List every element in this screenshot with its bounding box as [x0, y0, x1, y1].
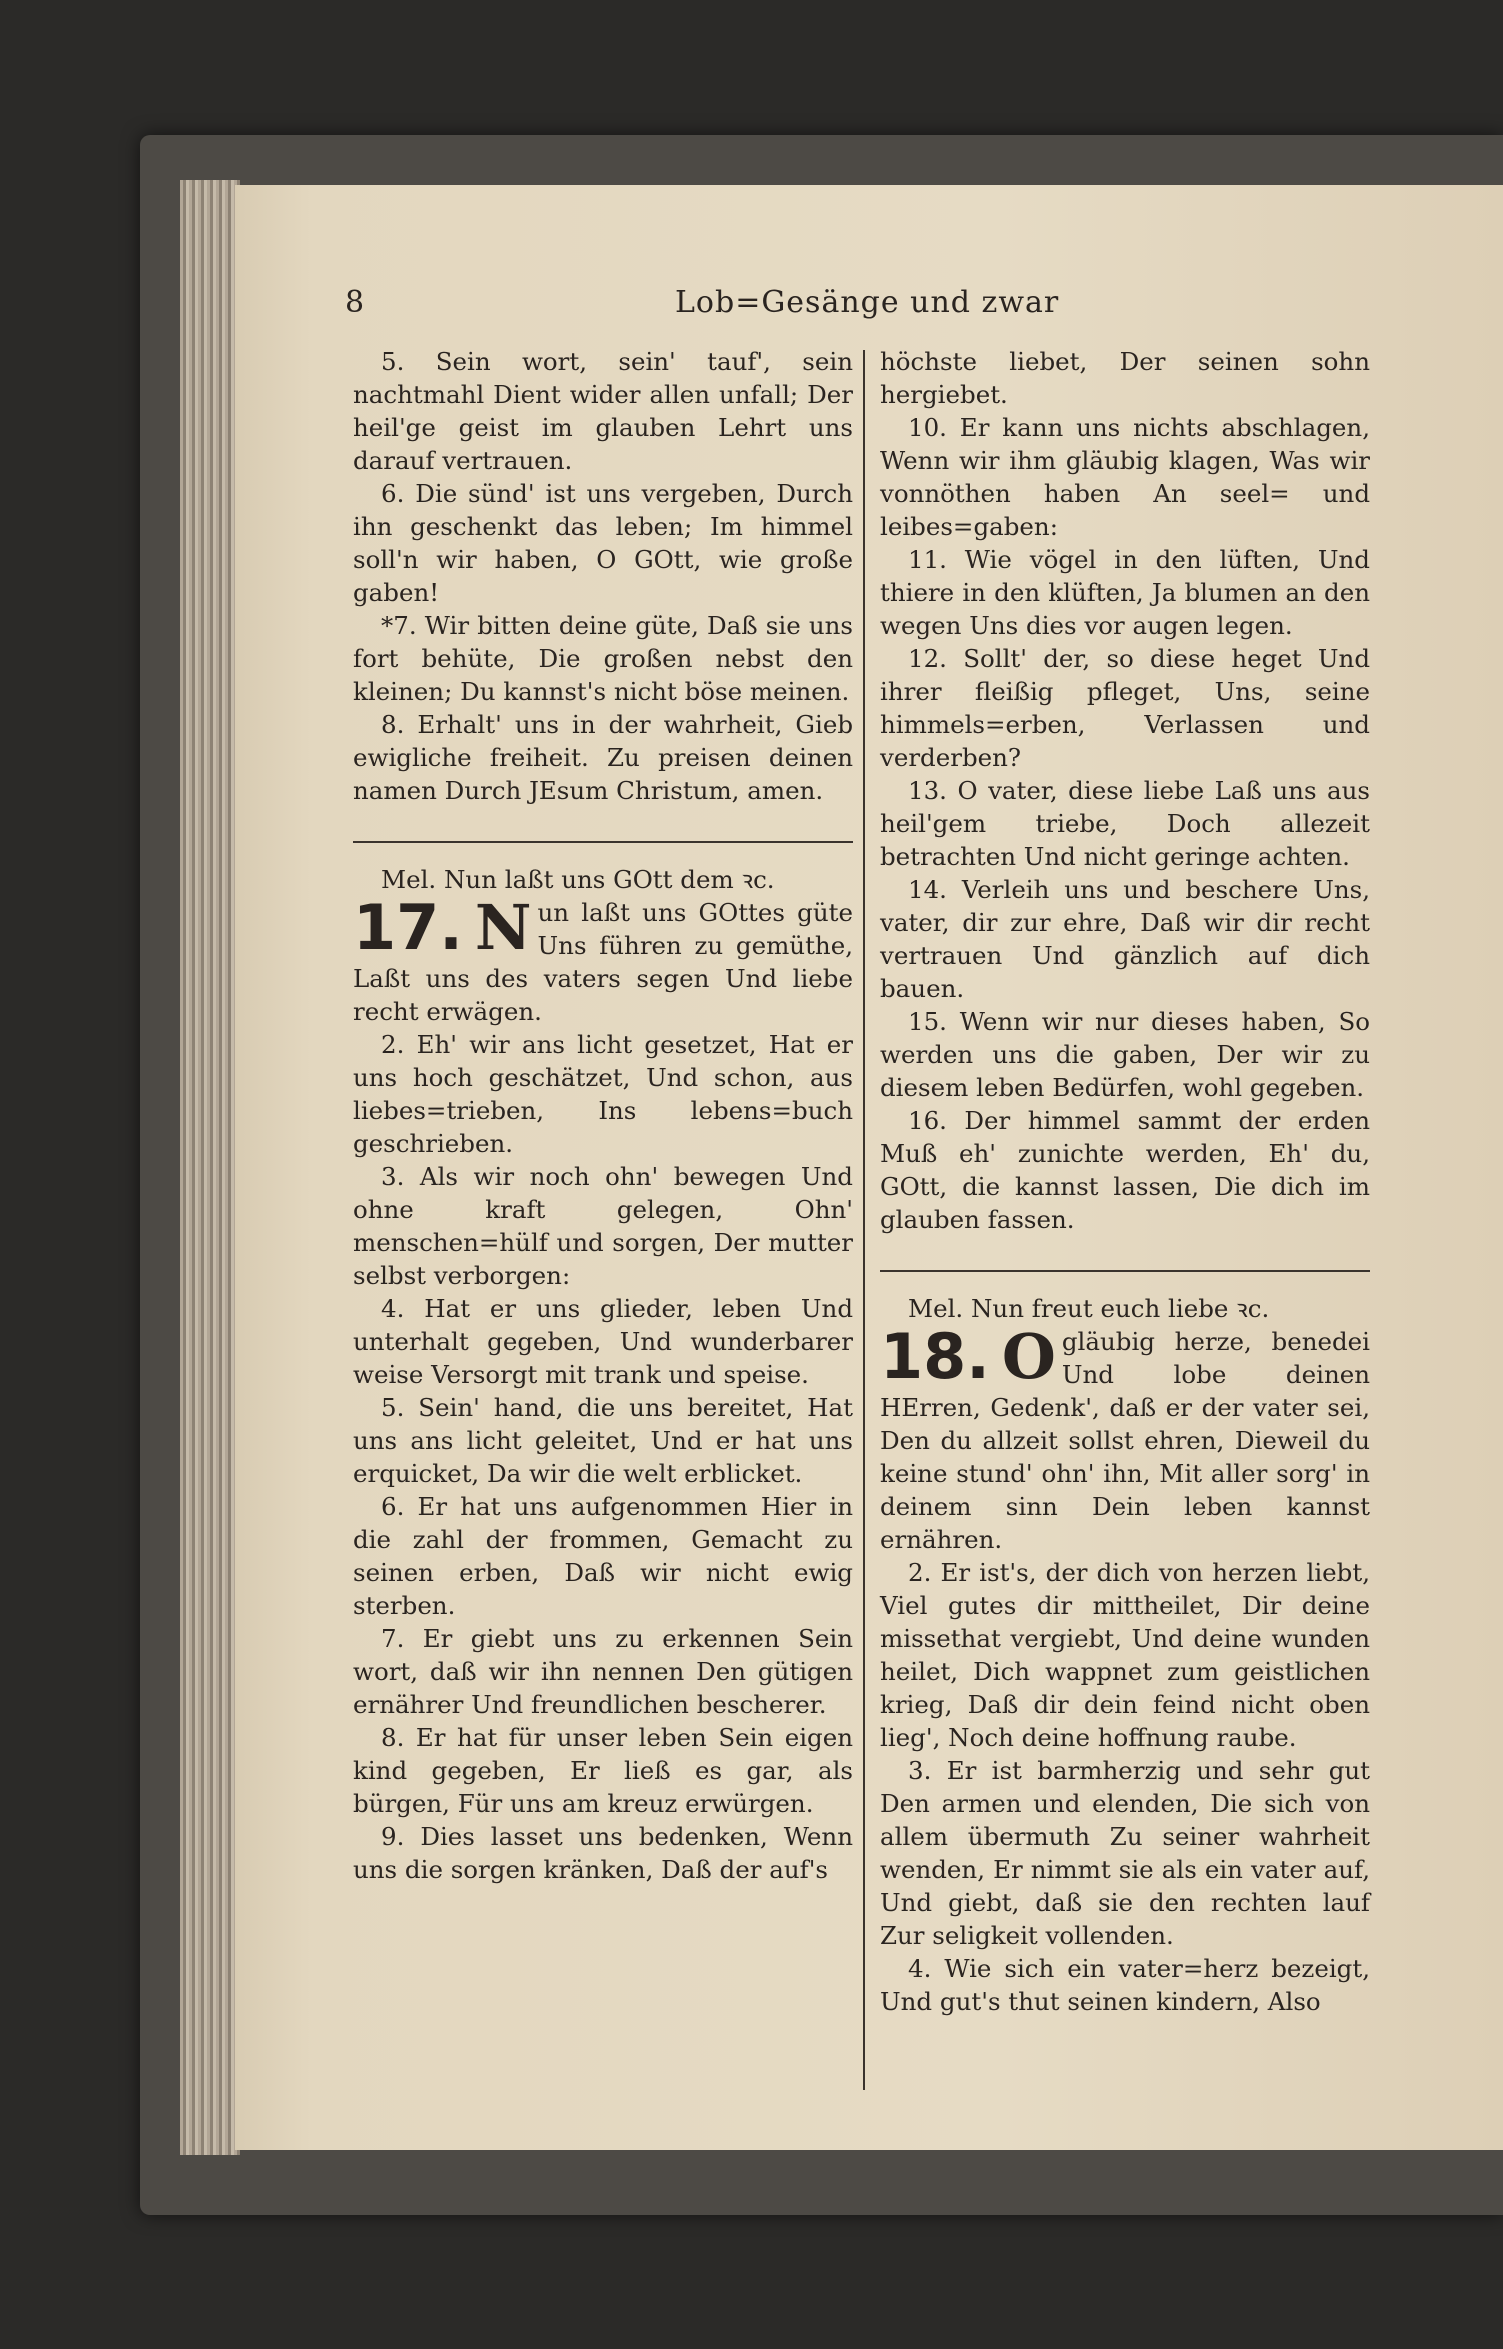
verse: 3. Als wir noch ohn' bewegen Und ohne kraft gelegen, Ohn' menschen=hülf und sorgen, Der mutter selbst verborgen:	[353, 1162, 853, 1290]
right-column	[880, 345, 1370, 2018]
verse: 2. Eh' wir ans licht gesetzet, Hat er uns hoch geschätzet, Und schon, aus liebes=trieben, Ins lebens=buch geschrieben.	[353, 1030, 853, 1158]
verse: 3. Er ist barmherzig und sehr gut Den armen und elenden, Die sich von allem übermuth Zu seiner wahrheit wenden, Er nimmt sie als ein vater auf, Und giebt, daß sie den rechten lauf Zur seligkeit vollenden.	[880, 1756, 1370, 1950]
hymn-18-opening	[880, 1320, 1370, 1556]
verse: 12. Sollt' der, so diese heget Und ihrer fleißig pfleget, Uns, seine himmels=erben, Verlassen und verderben?	[880, 644, 1370, 772]
verse: 13. O vater, diese liebe Laß uns aus heil'gem triebe, Doch allezeit betrachten Und nicht geringe achten.	[880, 776, 1370, 871]
verse: 4. Hat er uns glieder, leben Und unterhalt gegeben, Und wunderbarer weise Versorgt mit trank und speise.	[353, 1294, 853, 1389]
hymn-first-verse: gläubig herze, benedei Und lobe deinen HErren, Gedenk', daß er der vater sei, Den du allzeit sollst ehren, Dieweil du keine stund' ohn' ihn, Mit aller sorg' in deinem sinn Dein leben kannst ernähren.	[880, 1327, 1370, 1554]
drop-initial: O	[1001, 1320, 1056, 1393]
page-header	[345, 285, 1463, 331]
marbled-page-edge	[180, 180, 240, 2155]
hymn-number: 18.	[880, 1320, 990, 1393]
verse: 15. Wenn wir nur dieses haben, So werden uns die gaben, Der wir zu diesem leben Bedürfen, wohl gegeben.	[880, 1007, 1370, 1102]
hymn-17-opening	[353, 891, 853, 1028]
verse: 6. Die sünd' ist uns vergeben, Durch ihn geschenkt das leben; Im himmel soll'n wir haben, O GOtt, wie große gaben!	[353, 479, 853, 607]
verse: 5. Sein wort, sein' tauf', sein nachtmahl Dient wider allen unfall; Der heil'ge geist im glauben Lehrt uns darauf vertrauen.	[353, 347, 853, 475]
running-title: Lob=Gesänge und zwar	[675, 285, 1060, 320]
verse-continuation: höchste liebet, Der seinen sohn hergiebet.	[880, 347, 1370, 409]
verse: 14. Verleih uns und beschere Uns, vater, dir zur ehre, Daß wir dir recht vertrauen Und gänzlich auf dich bauen.	[880, 875, 1370, 1003]
section-rule	[880, 1270, 1370, 1272]
hymn-first-verse: un laßt uns GOttes güte Uns führen zu gemüthe, Laßt uns des vaters segen Und liebe recht erwägen.	[353, 898, 853, 1026]
verse: 2. Er ist's, der dich von herzen liebt, Viel gutes dir mittheilet, Dir deine missethat vergiebt, Und deine wunden heilet, Dich wappnet zum geistlichen krieg, Daß dir dein feind nicht oben lieg', Noch deine hoffnung raube.	[880, 1558, 1370, 1752]
section-rule	[353, 841, 853, 843]
verse: 9. Dies lasset uns bedenken, Wenn uns die sorgen kränken, Daß der auf's	[353, 1822, 853, 1884]
verse: 5. Sein' hand, die uns bereitet, Hat uns ans licht geleitet, Und er hat uns erquicket, Da wir die welt erblicket.	[353, 1393, 853, 1488]
verse: 4. Wie sich ein vater=herz bezeigt, Und gut's thut seinen kindern, Also	[880, 1954, 1370, 2016]
column-divider	[863, 350, 865, 2090]
melody-line: Mel. Nun laßt uns GOtt dem ꝛc.	[381, 865, 775, 894]
verse: 11. Wie vögel in den lüften, Und thiere in den klüften, Ja blumen an den wegen Uns dies vor augen legen.	[880, 545, 1370, 640]
page-number: 8	[345, 285, 365, 320]
verse: 16. Der himmel sammt der erden Muß eh' zunichte werden, Eh' du, GOtt, die kannst lassen, Die dich im glauben fassen.	[880, 1106, 1370, 1234]
verse: 8. Erhalt' uns in der wahrheit, Gieb ewigliche freiheit. Zu preisen deinen namen Durch JEsum Christum, amen.	[353, 710, 853, 805]
verse: 6. Er hat uns aufgenommen Hier in die zahl der frommen, Gemacht zu seinen erben, Daß wir nicht ewig sterben.	[353, 1492, 853, 1620]
hymn-number: 17.	[353, 891, 463, 964]
verse: 10. Er kann uns nichts abschlagen, Wenn wir ihm gläubig klagen, Was wir vonnöthen haben An seel= und leibes=gaben:	[880, 413, 1370, 541]
drop-initial: N	[474, 891, 532, 964]
verse: 7. Er giebt uns zu erkennen Sein wort, daß wir ihn nennen Den gütigen ernährer Und freundlichen bescherer.	[353, 1624, 853, 1719]
left-column	[353, 345, 853, 1886]
book-page	[235, 185, 1503, 2150]
melody-line: Mel. Nun freut euch liebe ꝛc.	[908, 1294, 1270, 1323]
verse: *7. Wir bitten deine güte, Daß sie uns fort behüte, Die großen nebst den kleinen; Du kannst's nicht böse meinen.	[353, 611, 853, 706]
verse: 8. Er hat für unser leben Sein eigen kind gegeben, Er ließ es gar, als bürgen, Für uns am kreuz erwürgen.	[353, 1723, 853, 1818]
